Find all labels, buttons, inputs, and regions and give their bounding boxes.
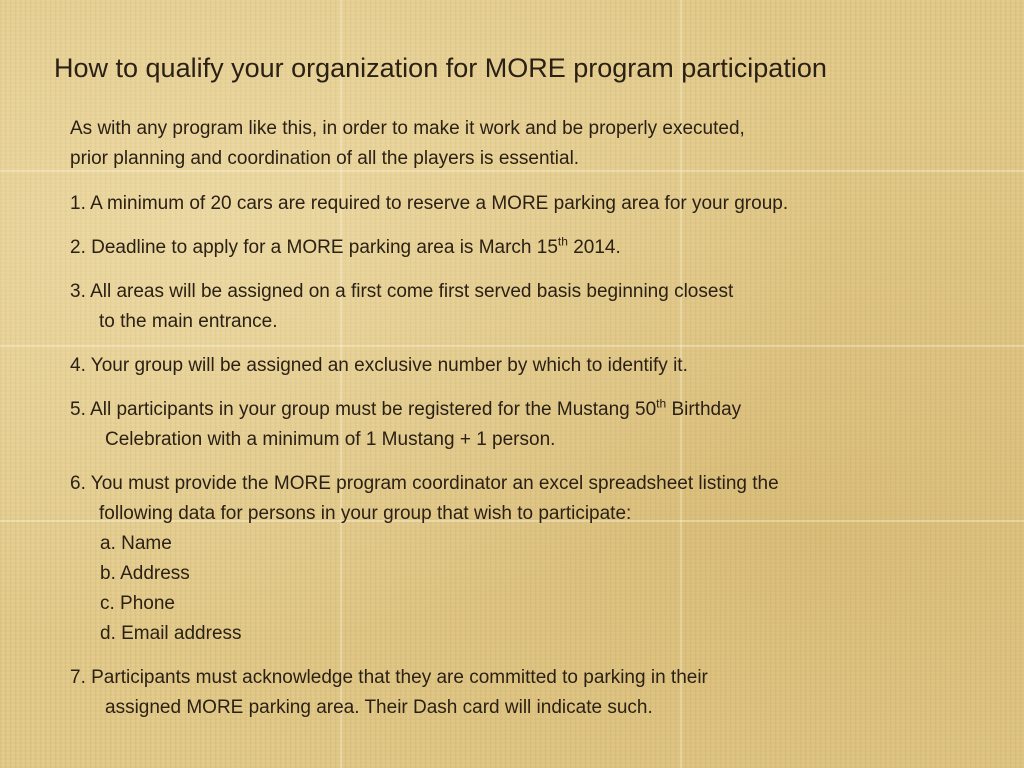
list-item-text: 6. You must provide the MORE program coordinator an excel spreadsheet listing the	[70, 473, 779, 494]
item-text-part: 2. Deadline to apply for a MORE parking area is March 15	[70, 237, 558, 258]
list-item-text	[70, 395, 990, 425]
list-item-1	[70, 189, 990, 219]
requirements-list	[70, 189, 990, 723]
list-item-text: 4. Your group will be assigned an exclusive number by which to identify it.	[70, 355, 688, 376]
sub-list-item: d. Email address	[100, 623, 242, 644]
list-item-text: 1. A minimum of 20 cars are required to reserve a MORE parking area for your group.	[70, 193, 789, 214]
sub-list-item: b. Address	[100, 563, 190, 584]
list-item-continuation: Celebration with a minimum of 1 Mustang + 1 person.	[105, 429, 556, 450]
list-item-continuation: following data for persons in your group that wish to participate:	[99, 503, 632, 524]
list-item-2	[70, 233, 990, 263]
sub-list-item: a. Name	[100, 533, 172, 554]
ordinal-suffix: th	[557, 234, 568, 249]
item-text-part: 5. All participants in your group must be registered for the Mustang 50	[70, 399, 657, 420]
item-text-part: 2014.	[567, 237, 621, 258]
list-item-3	[70, 277, 990, 337]
list-item-text	[70, 233, 990, 263]
item-text-part: Birthday	[666, 399, 742, 420]
intro-paragraph	[70, 114, 970, 174]
list-item-text: 3. All areas will be assigned on a first come first served basis beginning closest	[70, 281, 734, 302]
list-item-4	[70, 351, 990, 381]
intro-line: As with any program like this, in order to make it work and be properly executed,	[70, 118, 745, 139]
list-item-continuation: to the main entrance.	[99, 311, 278, 332]
ordinal-suffix: th	[656, 396, 667, 411]
list-item-5	[70, 395, 990, 455]
list-item-continuation: assigned MORE parking area. Their Dash card will indicate such.	[105, 697, 653, 718]
list-item-7	[70, 663, 990, 723]
slide-title: How to qualify your organization for MORE program participation	[54, 53, 827, 83]
list-item-text: 7. Participants must acknowledge that they are committed to parking in their	[70, 667, 708, 688]
intro-line: prior planning and coordination of all the players is essential.	[70, 148, 580, 169]
list-item-6	[70, 469, 990, 649]
sub-list-item: c. Phone	[100, 593, 175, 614]
